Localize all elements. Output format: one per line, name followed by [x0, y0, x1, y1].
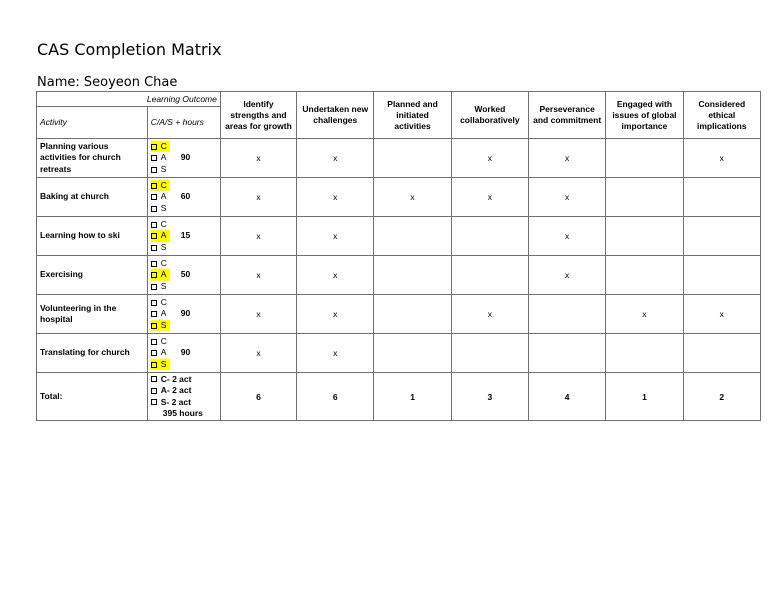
outcome-mark: x	[297, 334, 374, 373]
outcome-mark	[374, 256, 451, 295]
checkbox-icon[interactable]	[151, 155, 157, 161]
learning-outcome-label: Learning Outcome	[37, 92, 221, 107]
outcome-mark: x	[529, 178, 606, 217]
checkbox-icon[interactable]	[151, 362, 157, 368]
total-row	[37, 373, 761, 421]
cas-letter: A	[160, 347, 167, 358]
checkbox-icon[interactable]	[151, 350, 157, 356]
outcome-mark	[606, 139, 683, 178]
outcome-total: 6	[297, 373, 374, 421]
cas-cell	[147, 256, 220, 295]
outcome-mark	[374, 334, 451, 373]
activity-hours: 90	[180, 308, 191, 319]
checkbox-icon[interactable]	[151, 183, 157, 189]
cas-letter: C	[160, 296, 167, 307]
checkbox-icon[interactable]	[151, 311, 157, 317]
cas-cell	[147, 334, 220, 373]
outcome-header: Undertaken new challenges	[297, 92, 374, 139]
cas-letter: S	[160, 163, 167, 174]
outcome-header: Planned and initiated activities	[374, 92, 451, 139]
activity-name: Planning various activities for church retreats	[37, 139, 148, 178]
outcome-mark	[683, 334, 760, 373]
outcome-mark: x	[529, 256, 606, 295]
cas-cell	[147, 139, 220, 178]
outcome-mark: x	[220, 217, 296, 256]
table-row	[37, 256, 761, 295]
outcome-mark: x	[529, 139, 606, 178]
page-title: CAS Completion Matrix	[37, 40, 222, 59]
outcome-header: Considered ethical implications	[683, 92, 760, 139]
outcome-total: 3	[451, 373, 528, 421]
cas-letter: C	[160, 218, 167, 229]
activity-hours: 15	[180, 230, 191, 241]
cas-header: C/A/S + hours	[147, 107, 220, 139]
outcome-mark	[374, 139, 451, 178]
outcome-mark: x	[220, 178, 296, 217]
checkbox-icon[interactable]	[151, 399, 157, 405]
outcome-mark: x	[451, 139, 528, 178]
activity-name: Baking at church	[37, 178, 148, 217]
matrix-body	[37, 139, 761, 421]
cas-letter: A	[160, 152, 167, 163]
activity-hours: 50	[180, 269, 191, 280]
outcome-mark: x	[683, 295, 760, 334]
outcome-total: 4	[529, 373, 606, 421]
cas-cell	[147, 295, 220, 334]
outcome-header: Engaged with issues of global importance	[606, 92, 683, 139]
cas-cell	[147, 217, 220, 256]
outcome-mark	[683, 178, 760, 217]
outcome-mark	[529, 334, 606, 373]
checkbox-icon[interactable]	[151, 300, 157, 306]
cas-letter: A	[160, 308, 167, 319]
outcome-mark	[606, 178, 683, 217]
table-row	[37, 295, 761, 334]
outcome-total: 1	[606, 373, 683, 421]
cas-letter: S	[160, 241, 167, 252]
checkbox-icon[interactable]	[151, 206, 157, 212]
cas-letter: A	[160, 230, 167, 241]
cas-letter: S	[160, 280, 167, 291]
table-row	[37, 178, 761, 217]
outcome-mark: x	[683, 139, 760, 178]
activity-name: Volunteering in the hospital	[37, 295, 148, 334]
outcome-mark: x	[297, 217, 374, 256]
student-name: Name: Seoyeon Chae	[37, 75, 178, 90]
checkbox-icon[interactable]	[151, 339, 157, 345]
activity-hours: 90	[180, 152, 191, 163]
checkbox-icon[interactable]	[151, 167, 157, 173]
activity-header: Activity	[37, 107, 148, 139]
outcome-mark	[683, 256, 760, 295]
activity-name: Learning how to ski	[37, 217, 148, 256]
cas-letter: S	[160, 358, 167, 369]
total-cas-cell	[147, 373, 220, 421]
total-cas-line: S- 2 act	[160, 396, 191, 407]
outcome-mark: x	[220, 139, 296, 178]
checkbox-icon[interactable]	[151, 233, 157, 239]
outcome-mark: x	[297, 295, 374, 334]
outcome-mark: x	[220, 295, 296, 334]
outcome-total: 6	[220, 373, 296, 421]
outcome-mark: x	[297, 139, 374, 178]
checkbox-icon[interactable]	[151, 376, 157, 382]
checkbox-icon[interactable]	[151, 144, 157, 150]
cas-letter: C	[160, 179, 167, 190]
outcome-mark	[529, 295, 606, 334]
checkbox-icon[interactable]	[151, 272, 157, 278]
checkbox-icon[interactable]	[151, 323, 157, 329]
outcome-mark	[451, 256, 528, 295]
checkbox-icon[interactable]	[151, 284, 157, 290]
cas-letter: S	[160, 319, 167, 330]
outcome-mark: x	[451, 178, 528, 217]
cas-letter: A	[160, 269, 167, 280]
cas-letter: C	[160, 257, 167, 268]
table-row	[37, 334, 761, 373]
total-cas-line: A- 2 act	[160, 385, 192, 395]
outcome-total: 1	[374, 373, 451, 421]
cas-letter: C	[160, 335, 167, 346]
outcome-mark	[451, 334, 528, 373]
cas-matrix-table	[36, 91, 761, 421]
checkbox-icon[interactable]	[151, 222, 157, 228]
cas-letter: S	[160, 202, 167, 213]
outcome-mark: x	[220, 256, 296, 295]
checkbox-icon[interactable]	[151, 245, 157, 251]
outcome-header: Identify strengths and areas for growth	[220, 92, 296, 139]
cas-cell	[147, 178, 220, 217]
activity-name: Exercising	[37, 256, 148, 295]
checkbox-icon[interactable]	[151, 194, 157, 200]
table-row	[37, 139, 761, 178]
outcome-mark: x	[220, 334, 296, 373]
outcome-mark: x	[297, 256, 374, 295]
outcome-header: Perseverance and commitment	[529, 92, 606, 139]
table-row	[37, 217, 761, 256]
activity-hours: 90	[180, 347, 191, 358]
activity-name: Translating for church	[37, 334, 148, 373]
cas-letter: A	[160, 191, 167, 202]
outcome-mark	[606, 334, 683, 373]
outcome-mark	[451, 217, 528, 256]
outcome-mark	[683, 217, 760, 256]
outcome-mark: x	[451, 295, 528, 334]
outcome-header: Worked collaboratively	[451, 92, 528, 139]
total-label: Total:	[37, 373, 148, 421]
outcome-mark: x	[374, 178, 451, 217]
checkbox-icon[interactable]	[151, 388, 157, 394]
activity-hours: 60	[180, 191, 191, 202]
cas-letter: C	[160, 140, 167, 151]
checkbox-icon[interactable]	[151, 261, 157, 267]
outcome-mark	[606, 256, 683, 295]
outcome-mark: x	[297, 178, 374, 217]
outcome-total: 2	[683, 373, 760, 421]
outcome-mark: x	[529, 217, 606, 256]
total-hours: 395 hours	[162, 408, 203, 418]
outcome-mark	[606, 217, 683, 256]
total-cas-line: C- 2 act	[160, 373, 192, 384]
outcome-mark: x	[606, 295, 683, 334]
outcome-mark	[374, 217, 451, 256]
outcome-mark	[374, 295, 451, 334]
